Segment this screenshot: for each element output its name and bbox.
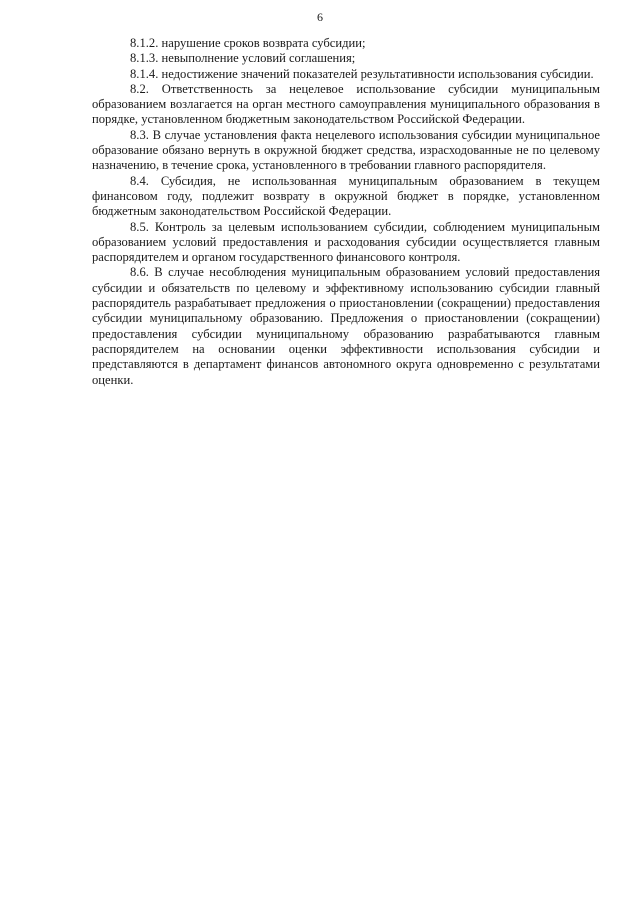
paragraph-8-3: 8.3. В случае установления факта нецелевого использования субсидии муниципальное образование обязано вернуть в окружной бюджет средства, израсходованные не по целевому назначению, в течение срока, установленного в требовании главного распорядителя.	[92, 127, 600, 173]
paragraph-8-4: 8.4. Субсидия, не использованная муниципальным образованием в текущем финансовом году, подлежит возврату в окружной бюджет в порядке, установленном бюджетным законодательством Российской Федерации.	[92, 173, 600, 219]
paragraph-8-1-3: 8.1.3. невыполнение условий соглашения;	[130, 51, 356, 66]
paragraph-8-1-4: 8.1.4. недостижение значений показателей результативности использования субсидии.	[130, 66, 594, 81]
page-number: 6	[317, 10, 323, 24]
paragraph-8-6: 8.6. В случае несоблюдения муниципальным образованием условий предоставления субсидии и обязательств по целевому и эффективному использованию субсидии главный распорядитель разрабатывает предложения о приостановлении (сокращении) предоставления субсидии муниципальному образованию. Предложения о приостановлении (сокращении) предоставления субсидии муниципальному образованию разрабатываются главным распорядителем на основании оценки эффективности использования субсидии и представляются в департамент финансов автономного округа одновременно с результатами оценки.	[92, 265, 600, 387]
paragraph-8-5: 8.5. Контроль за целевым использованием субсидии, соблюдением муниципальным образованием условий предоставления и расходования субсидии осуществляется главным распорядителем и органом государственного финансового контроля.	[92, 219, 600, 265]
paragraph-8-2: 8.2. Ответственность за нецелевое использование субсидии муниципальным образованием возлагается на орган местного самоуправления муниципального образования в порядке, установленном бюджетным законодательством Российской Федерации.	[92, 81, 600, 127]
paragraph-8-1-2: 8.1.2. нарушение сроков возврата субсидии;	[130, 36, 366, 50]
document-body	[92, 36, 600, 388]
